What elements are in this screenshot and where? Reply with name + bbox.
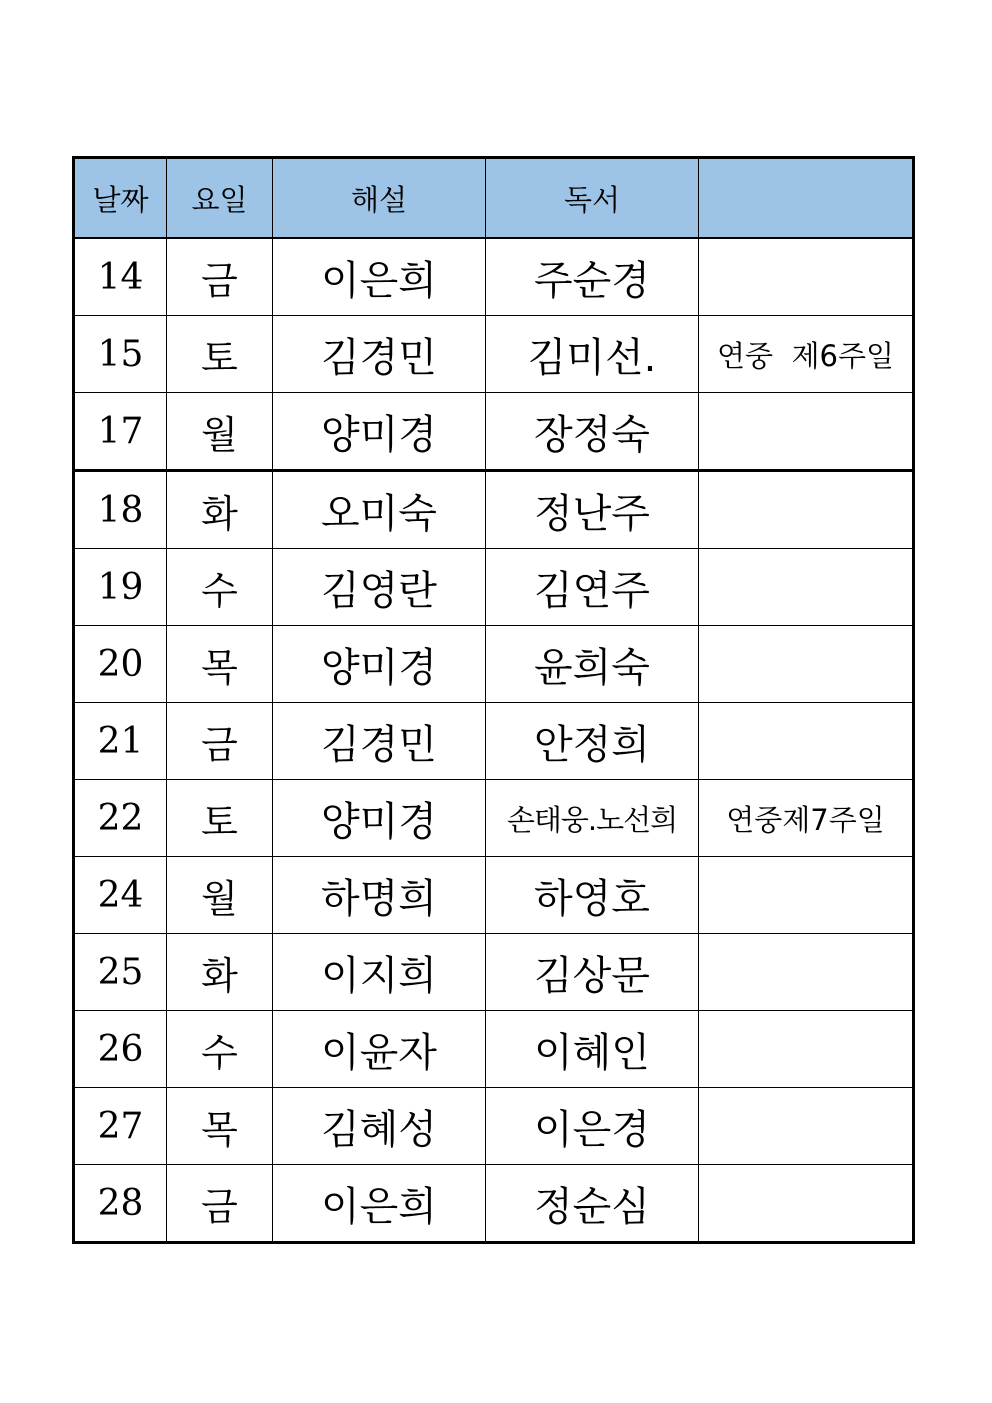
date-cell: 17 xyxy=(74,393,167,471)
note-cell xyxy=(699,393,914,471)
date-cell: 19 xyxy=(74,549,167,626)
note-cell xyxy=(699,626,914,703)
note-cell xyxy=(699,1011,914,1088)
note-cell xyxy=(699,471,914,549)
note-cell xyxy=(699,703,914,780)
day-cell: 수 xyxy=(167,549,273,626)
date-cell: 24 xyxy=(74,857,167,934)
reading-cell: 정순심 xyxy=(486,1165,699,1243)
date-cell: 18 xyxy=(74,471,167,549)
date-cell: 14 xyxy=(74,238,167,316)
schedule-table xyxy=(72,156,915,1244)
reading-cell: 김상문 xyxy=(486,934,699,1011)
commentary-cell: 김영란 xyxy=(273,549,486,626)
reading-cell: 주순경 xyxy=(486,238,699,316)
date-cell: 28 xyxy=(74,1165,167,1243)
table-row xyxy=(74,626,914,703)
header-note xyxy=(699,158,914,239)
header-commentary: 해설 xyxy=(273,158,486,239)
reading-cell: 이혜인 xyxy=(486,1011,699,1088)
header-row xyxy=(74,158,914,239)
commentary-cell: 김경민 xyxy=(273,316,486,393)
reading-cell: 장정숙 xyxy=(486,393,699,471)
commentary-cell: 김경민 xyxy=(273,703,486,780)
date-cell: 22 xyxy=(74,780,167,857)
commentary-cell: 이은희 xyxy=(273,1165,486,1243)
note-cell: 연중제7주일 xyxy=(699,780,914,857)
reading-cell: 하영호 xyxy=(486,857,699,934)
note-cell xyxy=(699,934,914,1011)
reading-cell: 손태웅.노선희 xyxy=(486,780,699,857)
day-cell: 토 xyxy=(167,316,273,393)
table-row xyxy=(74,1088,914,1165)
day-cell: 월 xyxy=(167,393,273,471)
reading-cell: 윤희숙 xyxy=(486,626,699,703)
day-cell: 금 xyxy=(167,703,273,780)
note-cell xyxy=(699,1165,914,1243)
commentary-cell: 이은희 xyxy=(273,238,486,316)
day-cell: 토 xyxy=(167,780,273,857)
commentary-cell: 하명희 xyxy=(273,857,486,934)
table-row xyxy=(74,238,914,316)
date-cell: 26 xyxy=(74,1011,167,1088)
reading-cell: 안정희 xyxy=(486,703,699,780)
commentary-cell: 김혜성 xyxy=(273,1088,486,1165)
header-day: 요일 xyxy=(167,158,273,239)
day-cell: 목 xyxy=(167,626,273,703)
note-cell xyxy=(699,1088,914,1165)
commentary-cell: 양미경 xyxy=(273,393,486,471)
reading-cell: 김미선. xyxy=(486,316,699,393)
table-row xyxy=(74,1165,914,1243)
note-cell: 연중 제6주일 xyxy=(699,316,914,393)
day-cell: 금 xyxy=(167,238,273,316)
day-cell: 목 xyxy=(167,1088,273,1165)
commentary-cell: 양미경 xyxy=(273,626,486,703)
table-row xyxy=(74,393,914,471)
header-reading: 독서 xyxy=(486,158,699,239)
reading-cell: 김연주 xyxy=(486,549,699,626)
table-row xyxy=(74,549,914,626)
date-cell: 15 xyxy=(74,316,167,393)
day-cell: 화 xyxy=(167,934,273,1011)
header-date: 날짜 xyxy=(74,158,167,239)
reading-cell: 정난주 xyxy=(486,471,699,549)
table-row xyxy=(74,857,914,934)
date-cell: 27 xyxy=(74,1088,167,1165)
day-cell: 수 xyxy=(167,1011,273,1088)
table-row xyxy=(74,934,914,1011)
date-cell: 25 xyxy=(74,934,167,1011)
day-cell: 화 xyxy=(167,471,273,549)
note-cell xyxy=(699,238,914,316)
commentary-cell: 이윤자 xyxy=(273,1011,486,1088)
day-cell: 금 xyxy=(167,1165,273,1243)
date-cell: 20 xyxy=(74,626,167,703)
table-row xyxy=(74,471,914,549)
table-row xyxy=(74,780,914,857)
commentary-cell: 이지희 xyxy=(273,934,486,1011)
table-row xyxy=(74,703,914,780)
day-cell: 월 xyxy=(167,857,273,934)
commentary-cell: 오미숙 xyxy=(273,471,486,549)
table-row xyxy=(74,1011,914,1088)
note-cell xyxy=(699,549,914,626)
table-row xyxy=(74,316,914,393)
note-cell xyxy=(699,857,914,934)
reading-cell: 이은경 xyxy=(486,1088,699,1165)
date-cell: 21 xyxy=(74,703,167,780)
commentary-cell: 양미경 xyxy=(273,780,486,857)
